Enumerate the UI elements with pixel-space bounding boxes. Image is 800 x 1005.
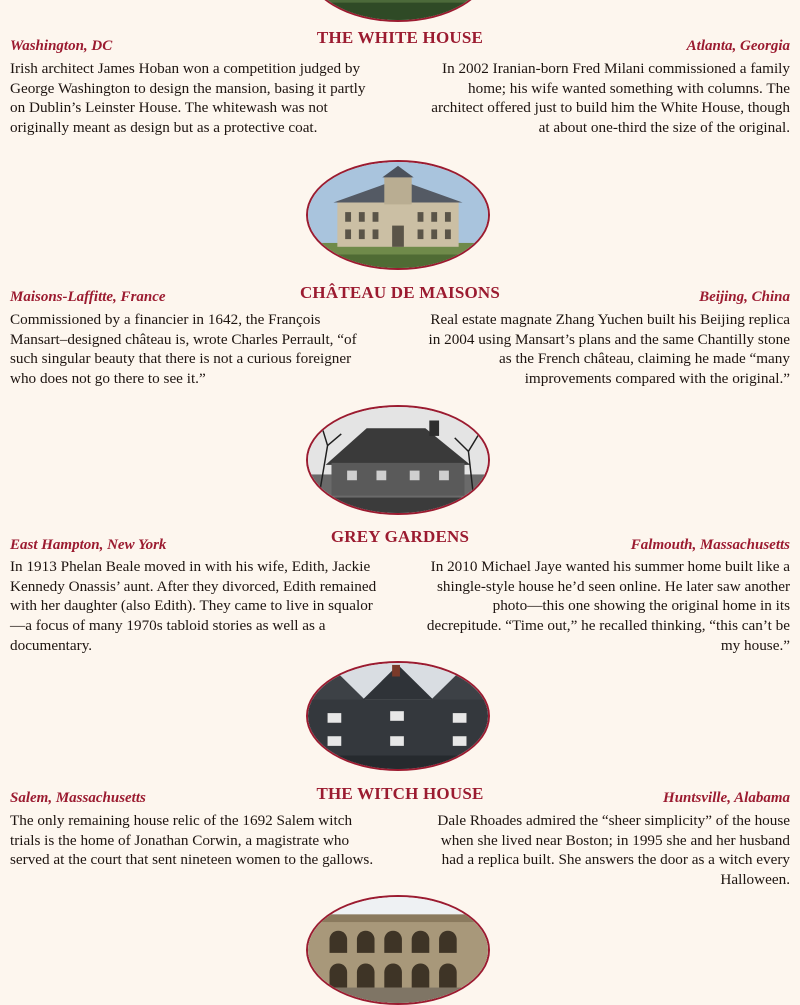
section-title-chateau: CHÂTEAU DE MAISONS — [299, 283, 501, 302]
replica-description: In 2010 Michael Jaye wanted his summer home built like a shingle-style house he’d seen online. He later saw another photo—this one showing the original home in its decrepitude. “Time out,” he recalled thinking, “this can’t be my house.” — [426, 558, 790, 654]
original-description: The only remaining house relic of the 1692 Salem witch trials is the home of Jonathan Corwin, a magistrate who served at the court that sent nineteen women to the gallows. — [10, 812, 374, 869]
original-description: Irish architect James Hoban won a competition judged by George Washington to design the mansion, basing it partly on Dublin’s Leinster House. The whitewash was not originally meant as design but as a protective coat. — [10, 60, 366, 137]
replica-location: Atlanta, Georgia — [686, 38, 790, 54]
replica-description: Real estate magnate Zhang Yuchen built his Beijing replica in 2004 using Mansart’s plans and the same Chantilly stone as the French château, claiming he made “many improvements compared with the original.” — [428, 311, 790, 388]
stone-arcade-building-photo — [306, 895, 490, 1005]
witch-house-photo — [306, 661, 490, 771]
section-title-grey-gardens: GREY GARDENS — [330, 527, 470, 546]
section-title-white-house: THE WHITE HOUSE — [316, 28, 484, 47]
chateau-photo — [306, 160, 490, 270]
original-location: Maisons-Laffitte, France — [10, 289, 166, 305]
replica-description: In 2002 Iranian-born Fred Milani commissioned a family home; his wife wanted something with columns. The architect offered just to build him the White House, though at about one-third the size of the original. — [431, 60, 790, 137]
original-location: Washington, DC — [10, 38, 113, 54]
original-location: East Hampton, New York — [10, 537, 167, 553]
replica-description: Dale Rhoades admired the “sheer simplicity” of the house when she lived near Boston; in 1995 she and her husband had a replica built. She answers the door as a witch every Halloween. — [437, 812, 790, 889]
original-description: Commissioned by a financier in 1642, the François Mansart–designed château is, wrote Charles Perrault, “of such singular beauty that there is not a curious foreigner who does not go there to see it.” — [10, 311, 357, 388]
section-title-witch-house: THE WITCH HOUSE — [316, 784, 484, 803]
grey-gardens-photo — [306, 405, 490, 515]
replica-location: Huntsville, Alabama — [663, 790, 790, 806]
replica-location: Beijing, China — [699, 289, 790, 305]
original-description: In 1913 Phelan Beale moved in with his wife, Edith, Jackie Kennedy Onassis’ aunt. After they divorced, Edith remained with her daughter (also Edith). They came to live in squalor—a focus of many 1970s tabloid stories as well as a documentary. — [10, 558, 377, 654]
original-location: Salem, Massachusetts — [10, 790, 146, 806]
white-house-photo — [306, 0, 490, 22]
replica-location: Falmouth, Massachusetts — [630, 537, 790, 553]
